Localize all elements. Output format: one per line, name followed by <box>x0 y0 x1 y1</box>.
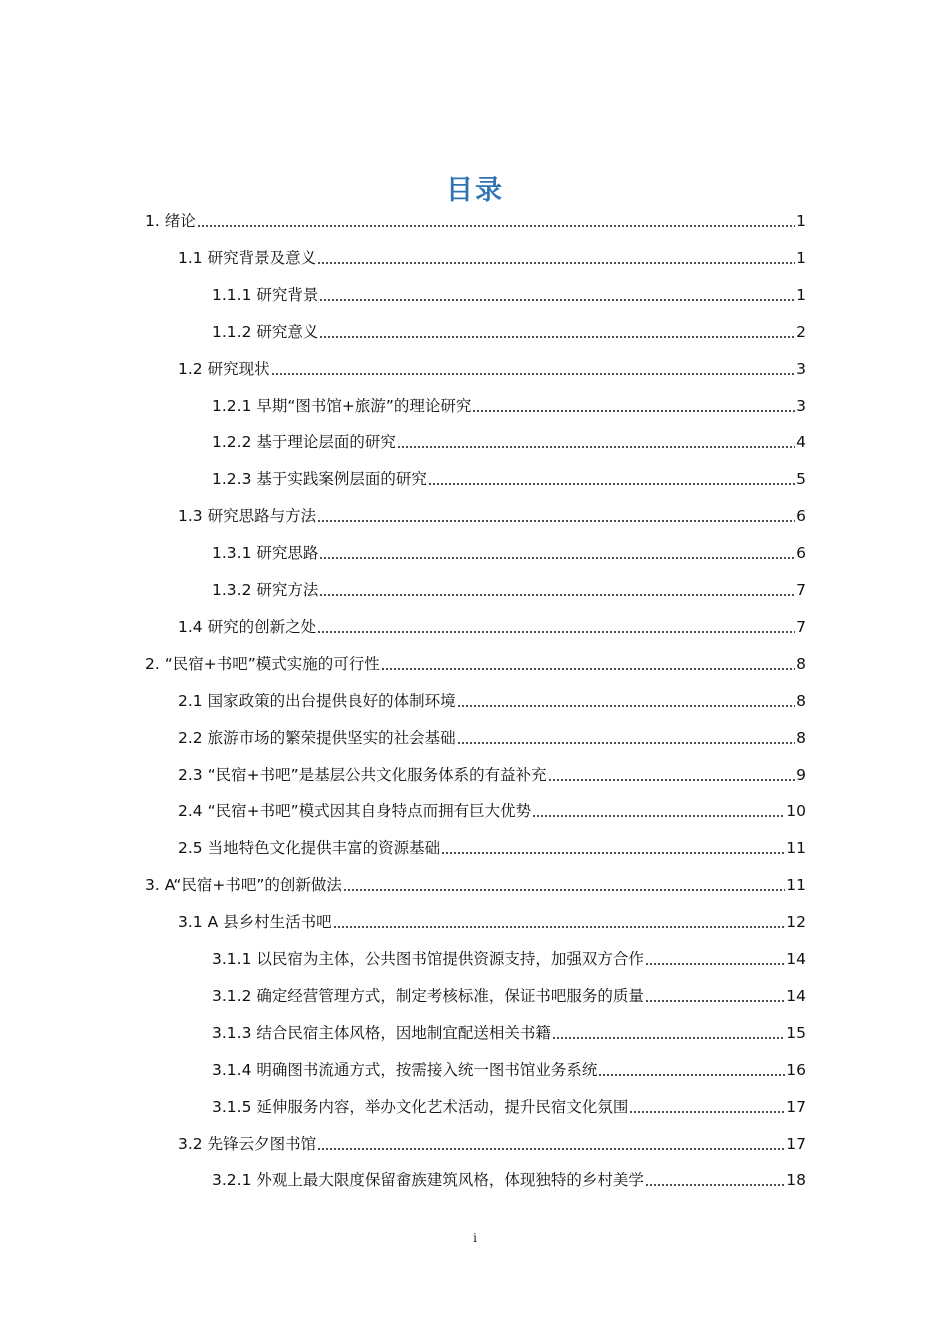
toc-entry-page: 5 <box>796 470 806 489</box>
toc-title: 目录 <box>446 175 504 206</box>
toc-dot-leader <box>397 446 795 448</box>
toc-entry-page: 10 <box>786 802 806 821</box>
toc-entry-label: 1.3.2 研究方法 <box>212 581 319 599</box>
toc-entry[interactable] <box>212 392 806 416</box>
toc-dot-leader <box>457 705 796 707</box>
toc-entry-page: 3 <box>796 359 806 378</box>
toc-dot-leader <box>645 1184 785 1186</box>
toc-dot-leader <box>629 1111 785 1113</box>
toc-entry-label: 1.1.1 研究背景 <box>212 285 319 304</box>
toc-entry[interactable] <box>178 1130 806 1154</box>
toc-entry-label: 3. A“民宿+书吧”的创新做法 <box>145 876 342 895</box>
toc-entry-page: 8 <box>796 728 806 747</box>
toc-dot-leader <box>548 779 795 781</box>
toc-entry[interactable] <box>178 797 806 821</box>
toc-dot-leader <box>343 889 785 891</box>
toc-dot-leader <box>319 557 795 559</box>
toc-entry[interactable] <box>212 982 806 1006</box>
toc-entry[interactable] <box>178 244 806 268</box>
toc-dot-leader <box>645 963 785 965</box>
toc-entry-page: 14 <box>786 950 806 968</box>
toc-dot-leader <box>598 1074 785 1076</box>
toc-entry-label: 1.1.2 研究意义 <box>212 322 319 341</box>
toc-dot-leader <box>319 336 795 338</box>
toc-entry-page: 14 <box>786 986 806 1005</box>
toc-entry-page: 11 <box>786 839 806 858</box>
toc-dot-leader <box>441 852 785 854</box>
toc-entry[interactable] <box>212 1166 806 1190</box>
toc-entry-page: 18 <box>786 1171 806 1190</box>
toc-dot-leader <box>317 631 795 633</box>
toc-entry[interactable] <box>212 318 806 342</box>
toc-entry-page: 7 <box>796 581 806 599</box>
toc-entry-label: 3.1.5 延伸服务内容，举办文化艺术活动，提升民宿文化氛围 <box>212 1097 629 1116</box>
toc-entry-label: 1.1 研究背景及意义 <box>178 248 317 267</box>
toc-entry-label: 3.1.3 结合民宿主体风格，因地制宜配送相关书籍 <box>212 1023 551 1042</box>
toc-entry-page: 1 <box>796 212 806 230</box>
toc-entry-page: 8 <box>796 654 806 673</box>
toc-entry-page: 3 <box>796 396 806 415</box>
toc-dot-leader <box>317 520 795 522</box>
toc-entry[interactable] <box>212 1019 806 1043</box>
toc-entry-page: 17 <box>786 1097 806 1116</box>
toc-dot-leader <box>457 742 796 744</box>
toc-entry-label: 1.2.1 早期“图书馆+旅游”的理论研究 <box>212 396 472 415</box>
toc-entry[interactable] <box>178 908 806 932</box>
page-number: i <box>473 1231 477 1245</box>
toc-entry-page: 11 <box>786 876 806 895</box>
toc-entry-page: 16 <box>786 1060 806 1079</box>
toc-entry-label: 1.4 研究的创新之处 <box>178 617 317 636</box>
toc-entry[interactable] <box>178 355 806 379</box>
toc-entry[interactable] <box>145 871 806 895</box>
toc-entry-page: 4 <box>796 433 806 452</box>
toc-entry-label: 1. 绪论 <box>145 212 196 230</box>
toc-entry-label: 1.2 研究现状 <box>178 359 270 378</box>
toc-entry-label: 2.3 “民宿+书吧”是基层公共文化服务体系的有益补充 <box>178 765 547 784</box>
toc-dot-leader <box>317 262 795 264</box>
toc-entry-label: 3.1.1 以民宿为主体，公共图书馆提供资源支持，加强双方合作 <box>212 950 644 968</box>
toc-entry[interactable] <box>145 207 806 231</box>
toc-entry-page: 12 <box>786 913 806 932</box>
toc-entry-label: 2.2 旅游市场的繁荣提供坚实的社会基础 <box>178 728 456 747</box>
toc-dot-leader <box>319 299 795 301</box>
toc-dot-leader <box>197 225 795 227</box>
toc-entry[interactable] <box>178 724 806 748</box>
toc-entry-page: 7 <box>796 617 806 636</box>
toc-entry[interactable] <box>178 502 806 526</box>
toc-entry[interactable] <box>178 761 806 785</box>
toc-entry[interactable] <box>178 613 806 637</box>
toc-entry-label: 1.2.2 基于理论层面的研究 <box>212 433 396 452</box>
toc-dot-leader <box>645 1000 785 1002</box>
toc-entry[interactable] <box>212 1093 806 1117</box>
toc-entry-label: 1.2.3 基于实践案例层面的研究 <box>212 470 427 489</box>
toc-entry-label: 3.1 A 县乡村生活书吧 <box>178 913 332 932</box>
toc-entry[interactable] <box>145 650 806 674</box>
toc-entry-page: 9 <box>796 765 806 784</box>
toc-entry-label: 3.2.1 外观上最大限度保留畲族建筑风格，体现独特的乡村美学 <box>212 1171 644 1190</box>
toc-entry[interactable] <box>212 281 806 305</box>
toc-dot-leader <box>428 483 795 485</box>
toc-dot-leader <box>333 926 786 928</box>
toc-entry[interactable] <box>212 465 806 489</box>
toc-entry-label: 2.1 国家政策的出台提供良好的体制环境 <box>178 691 456 710</box>
toc-entry-page: 1 <box>796 248 806 267</box>
toc-dot-leader <box>552 1037 785 1039</box>
toc-entry[interactable] <box>212 945 806 969</box>
toc-entry-page: 6 <box>796 507 806 526</box>
toc-dot-leader <box>271 373 796 375</box>
toc-entry-label: 2.4 “民宿+书吧”模式因其自身特点而拥有巨大优势 <box>178 802 532 821</box>
toc-entry[interactable] <box>212 428 806 452</box>
toc-entry-label: 2.5 当地特色文化提供丰富的资源基础 <box>178 839 441 858</box>
toc-dot-leader <box>532 815 785 817</box>
toc-entry-page: 1 <box>796 285 806 304</box>
toc-dot-leader <box>472 410 795 412</box>
toc-entry[interactable] <box>178 687 806 711</box>
toc-entry-page: 15 <box>786 1023 806 1042</box>
toc-entry-page: 6 <box>796 544 806 563</box>
toc-entry-label: 2. “民宿+书吧”模式实施的可行性 <box>145 654 380 673</box>
toc-dot-leader <box>317 1148 785 1150</box>
toc-entry-page: 17 <box>786 1134 806 1153</box>
toc-entry-label: 3.1.4 明确图书流通方式，按需接入统一图书馆业务系统 <box>212 1060 598 1079</box>
toc-dot-leader <box>381 668 795 670</box>
toc-entry-label: 1.3 研究思路与方法 <box>178 507 317 526</box>
toc-entry[interactable] <box>212 539 806 563</box>
toc-entry[interactable] <box>212 576 806 600</box>
toc-entry-page: 2 <box>796 322 806 341</box>
toc-entry-label: 1.3.1 研究思路 <box>212 544 319 563</box>
toc-entry[interactable] <box>212 1056 806 1080</box>
toc-dot-leader <box>319 594 795 596</box>
toc-entry[interactable] <box>178 834 806 858</box>
toc-entry-label: 3.1.2 确定经营管理方式，制定考核标准，保证书吧服务的质量 <box>212 986 644 1005</box>
toc-entry-label: 3.2 先锋云夕图书馆 <box>178 1134 317 1153</box>
toc-entry-page: 8 <box>796 691 806 710</box>
